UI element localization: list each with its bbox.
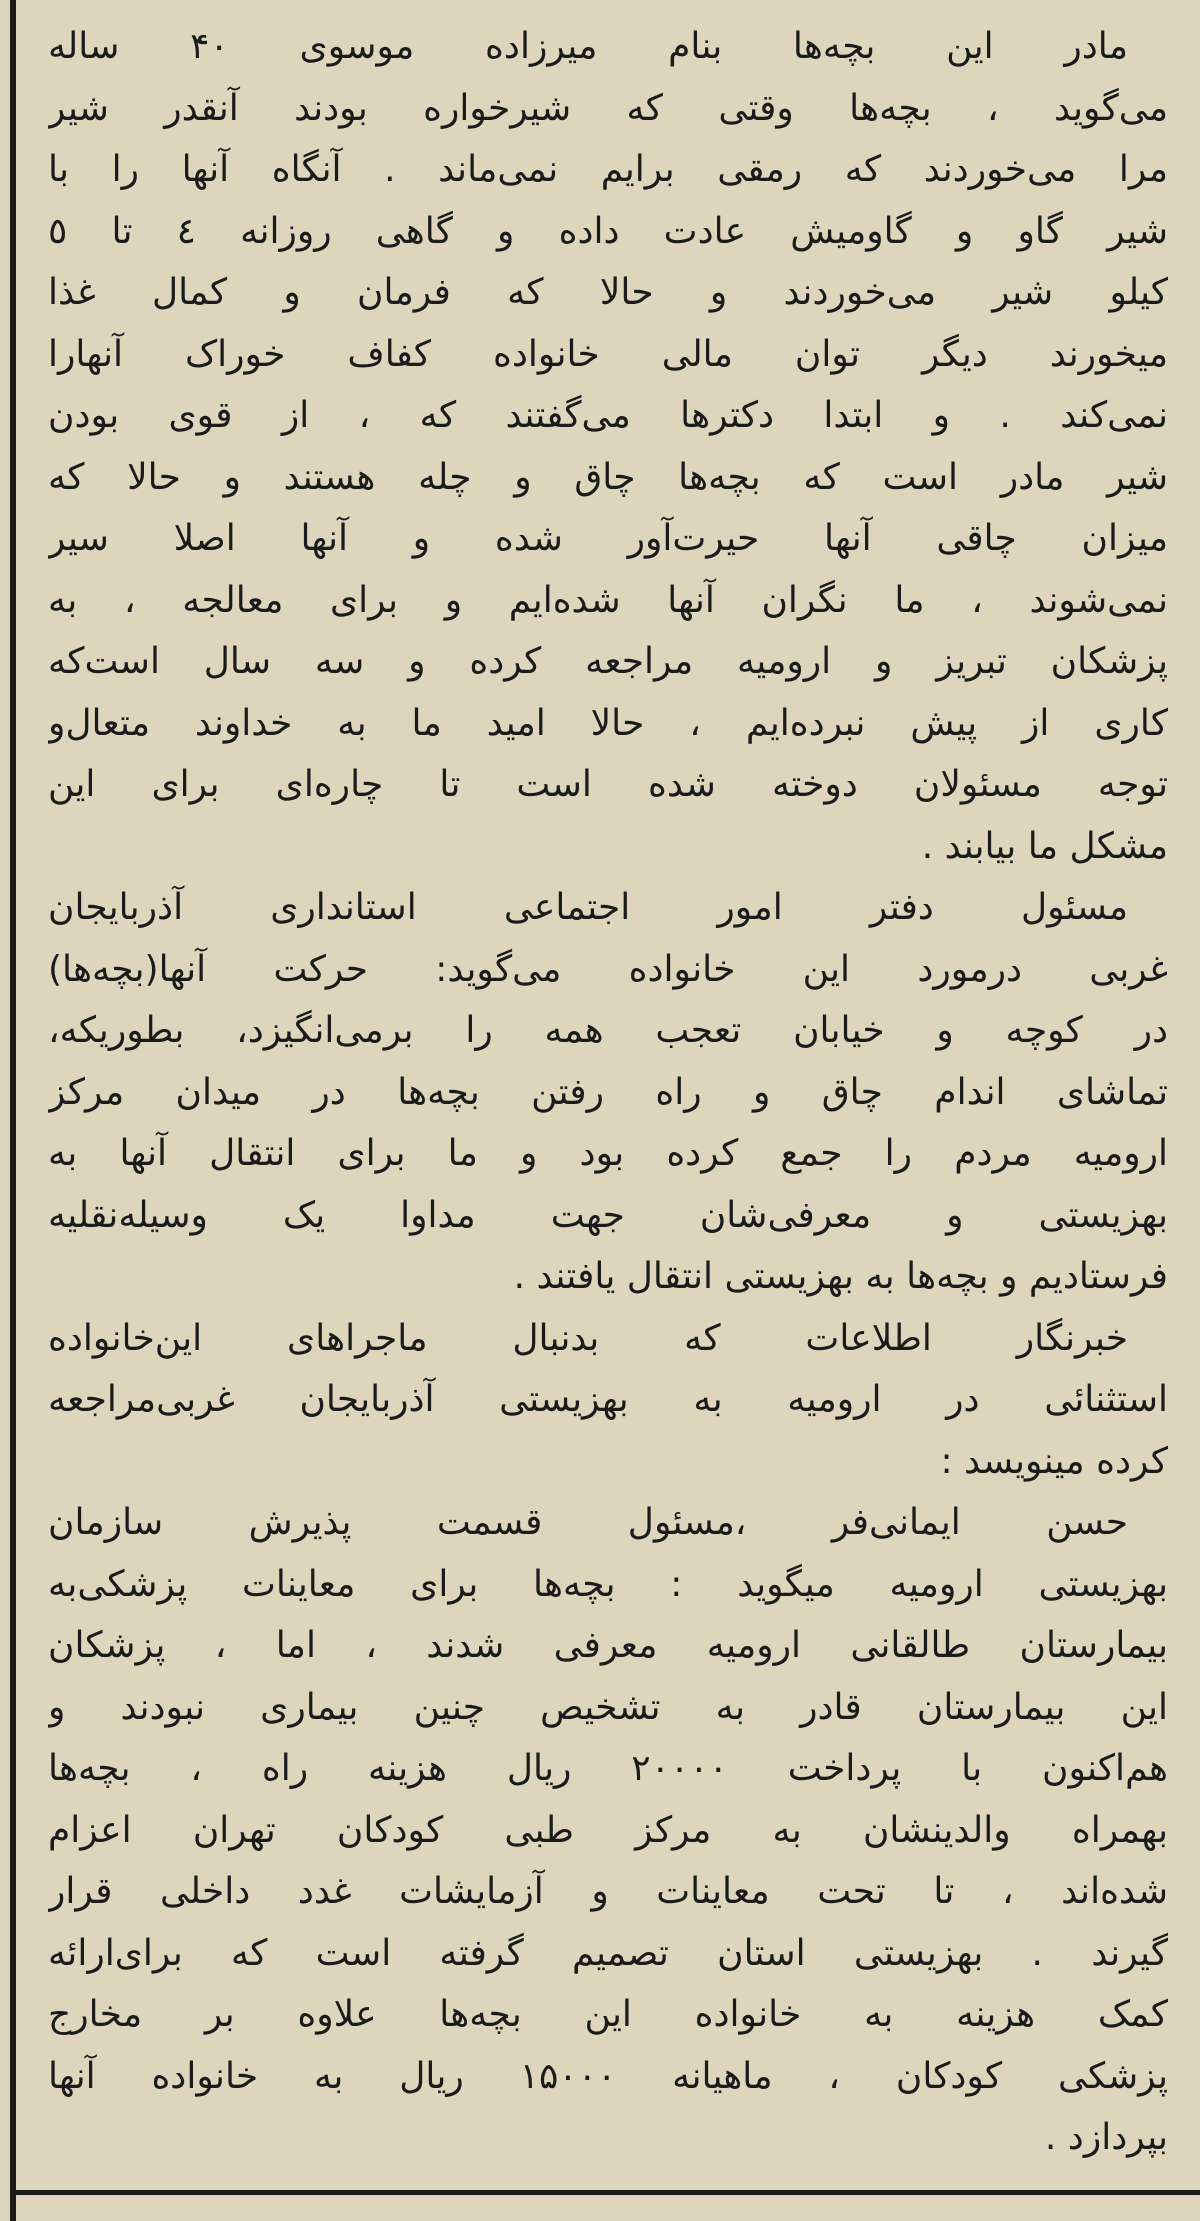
article-line: مادر این بچه‌ها بنام میرزاده موسوی ۴۰ ساله	[48, 26, 1128, 67]
article-line: گیرند . بهزیستی استان تصمیم گرفته است که برای‌ارائه	[48, 1932, 1168, 1974]
article-line: شیر مادر است که بچه‌ها چاق و چله هستند و حالا که	[48, 456, 1168, 498]
article-line: در کوچه و خیابان تعجب همه را برمی‌انگیزد، بطوریکه،	[48, 1010, 1168, 1051]
article-line: ارومیه مردم را جمع کرده بود و ما برای انتقال آنها به	[48, 1133, 1168, 1174]
article-line: میخورند دیگر توان مالی خانواده کفاف خوراک آنهارا	[48, 333, 1168, 375]
article-line: بپردازد .	[1044, 2117, 1168, 2158]
article-line: نمی‌کند . و ابتدا دکترها می‌گفتند که ، از قوی بودن	[48, 395, 1168, 436]
article-line: توجه مسئولان دوخته شده است تا چاره‌ای برای این	[48, 764, 1168, 805]
article-line: تماشای اندام چاق و راه رفتن بچه‌ها در میدان مرکز	[48, 1071, 1168, 1113]
article-line: مرا می‌خوردند که رمقی برایم نمی‌ماند . آنگاه آنها را با	[48, 149, 1168, 190]
article-line: بهزیستی و معرفی‌شان جهت مداوا یک وسیله‌نقلیه	[48, 1194, 1168, 1236]
article-line: استثنائی در ارومیه به بهزیستی آذربایجان غربی‌مراجعه	[48, 1379, 1168, 1420]
article-line: فرستادیم و بچه‌ها به بهزیستی انتقال یافتند .	[513, 1256, 1168, 1297]
article-line: بهزیستی ارومیه میگوید : بچه‌ها برای معاینات پزشکی‌به	[48, 1563, 1168, 1605]
article-line: شیر گاو و گاومیش عادت داده و گاهی روزانه ٤ تا ٥	[48, 210, 1168, 252]
article-line: کیلو شیر می‌خوردند و حالا که فرمان و کمال غذا	[48, 272, 1168, 313]
article-line: پزشکان تبریز و ارومیه مراجعه کرده و سه سال است‌که	[48, 641, 1168, 682]
article-line: کرده مینویسد :	[940, 1440, 1168, 1482]
article-line: شده‌اند ، تا تحت معاینات و آزمایشات غدد داخلی قرار	[48, 1871, 1168, 1912]
article-line: بهمراه والدینشان به مرکز طبی کودکان تهران اعزام	[48, 1809, 1168, 1851]
article-line: خبرنگار اطلاعات که بدنبال ماجراهای این‌خانواده	[48, 1317, 1128, 1359]
article-line: پزشکی کودکان ، ماهیانه ۱۵۰۰۰ ریال به خانواده آنها	[48, 2055, 1168, 2097]
article-line: کاری از پیش نبرده‌ایم ، حالا امید ما به خداوند متعال‌و	[48, 702, 1168, 744]
article-text-column	[48, 16, 1168, 2169]
article-line: کمک هزینه به خانواده این بچه‌ها علاوه بر مخارج	[48, 1994, 1168, 2035]
article-line: نمی‌شوند ، ما نگران آنها شده‌ایم و برای معالجه ، به	[48, 579, 1168, 621]
article-line: مسئول دفتر امور اجتماعی استانداری آذربایجان	[48, 887, 1128, 928]
article-line: غربی درمورد این خانواده می‌گوید: حرکت آنها(بچه‌ها)	[48, 948, 1168, 990]
article-line: می‌گوید ، بچه‌ها وقتی که شیرخواره بودند آنقدر شیر	[48, 87, 1168, 129]
article-line: این بیمارستان قادر به تشخیص چنین بیماری نبودند و	[48, 1686, 1168, 1728]
article-line: هم‌اکنون با پرداخت ۲۰۰۰۰ ریال هزینه راه ، بچه‌ها	[48, 1748, 1168, 1789]
article-line: مشکل ما بیابند .	[921, 825, 1168, 867]
article-line: حسن ایمانی‌فر ،مسئول قسمت پذیرش سازمان	[48, 1502, 1128, 1543]
column-divider-rule	[10, 0, 16, 2221]
article-line: میزان چاقی آنها حیرت‌آور شده و آنها اصلا سیر	[48, 518, 1168, 559]
article-line: بیمارستان طالقانی ارومیه معرفی شدند ، اما ، پزشکان	[48, 1625, 1168, 1666]
bottom-divider-rule	[10, 2190, 1200, 2195]
